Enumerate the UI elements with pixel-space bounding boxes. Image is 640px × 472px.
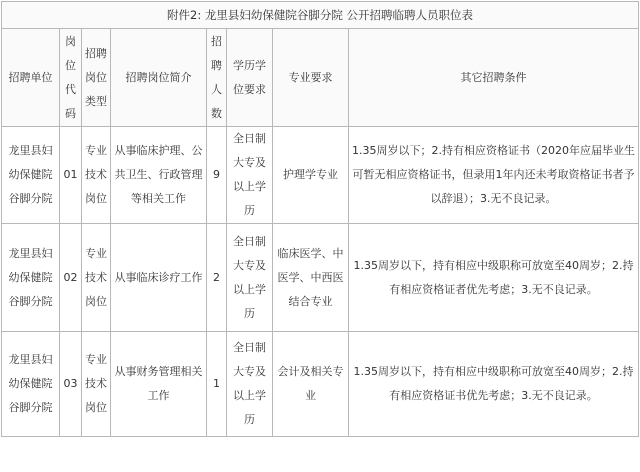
row-major: 会计及相关专业	[273, 332, 349, 437]
row-desc: 从事临床诊疗工作	[111, 224, 207, 332]
row-other: 1.35周岁以下；2.持有相应资格证书（2020年应届毕业生可暂无相应资格证书，但录用1年内还未考取资格证书者予以辞退）；3.无不良记录。	[349, 127, 639, 224]
header-other: 其它招聘条件	[349, 29, 639, 127]
row-other: 1.35周岁以下，持有相应中级职称可放宽至40周岁；2.持有相应资格证者优先考虑；3.无不良记录。	[349, 224, 639, 332]
header-unit: 招聘单位	[2, 29, 60, 127]
row-edu: 全日制大专及以上学历	[227, 127, 273, 224]
table-row	[2, 127, 639, 224]
row-desc: 从事财务管理相关工作	[111, 332, 207, 437]
header-count: 招聘人数	[207, 29, 227, 127]
table-header-row	[2, 29, 639, 127]
header-edu: 学历学位要求	[227, 29, 273, 127]
row-type: 专业技术岗位	[82, 127, 111, 224]
table-title: 附件2: 龙里县妇幼保健院谷脚分院 公开招聘临聘人员职位表	[2, 2, 639, 29]
row-unit: 龙里县妇幼保健院谷脚分院	[2, 332, 60, 437]
row-count: 2	[207, 224, 227, 332]
row-count: 9	[207, 127, 227, 224]
row-major: 护理学专业	[273, 127, 349, 224]
row-code: 02	[60, 224, 82, 332]
table-row	[2, 332, 639, 437]
table-row	[2, 224, 639, 332]
row-edu: 全日制大专及以上学历	[227, 332, 273, 437]
header-major: 专业要求	[273, 29, 349, 127]
row-major: 临床医学、中医学、中西医结合专业	[273, 224, 349, 332]
row-unit: 龙里县妇幼保健院谷脚分院	[2, 127, 60, 224]
row-unit: 龙里县妇幼保健院谷脚分院	[2, 224, 60, 332]
header-desc: 招聘岗位简介	[111, 29, 207, 127]
header-type: 招聘岗位类型	[82, 29, 111, 127]
row-other: 1.35周岁以下，持有相应中级职称可放宽至40周岁；2.持有相应资格证书优先考虑；3.无不良记录。	[349, 332, 639, 437]
row-edu: 全日制大专及以上学历	[227, 224, 273, 332]
row-desc: 从事临床护理、公共卫生、行政管理等相关工作	[111, 127, 207, 224]
row-type: 专业技术岗位	[82, 332, 111, 437]
row-type: 专业技术岗位	[82, 224, 111, 332]
row-code: 01	[60, 127, 82, 224]
row-code: 03	[60, 332, 82, 437]
header-code: 岗位代码	[60, 29, 82, 127]
row-count: 1	[207, 332, 227, 437]
recruitment-positions-table	[1, 1, 639, 437]
